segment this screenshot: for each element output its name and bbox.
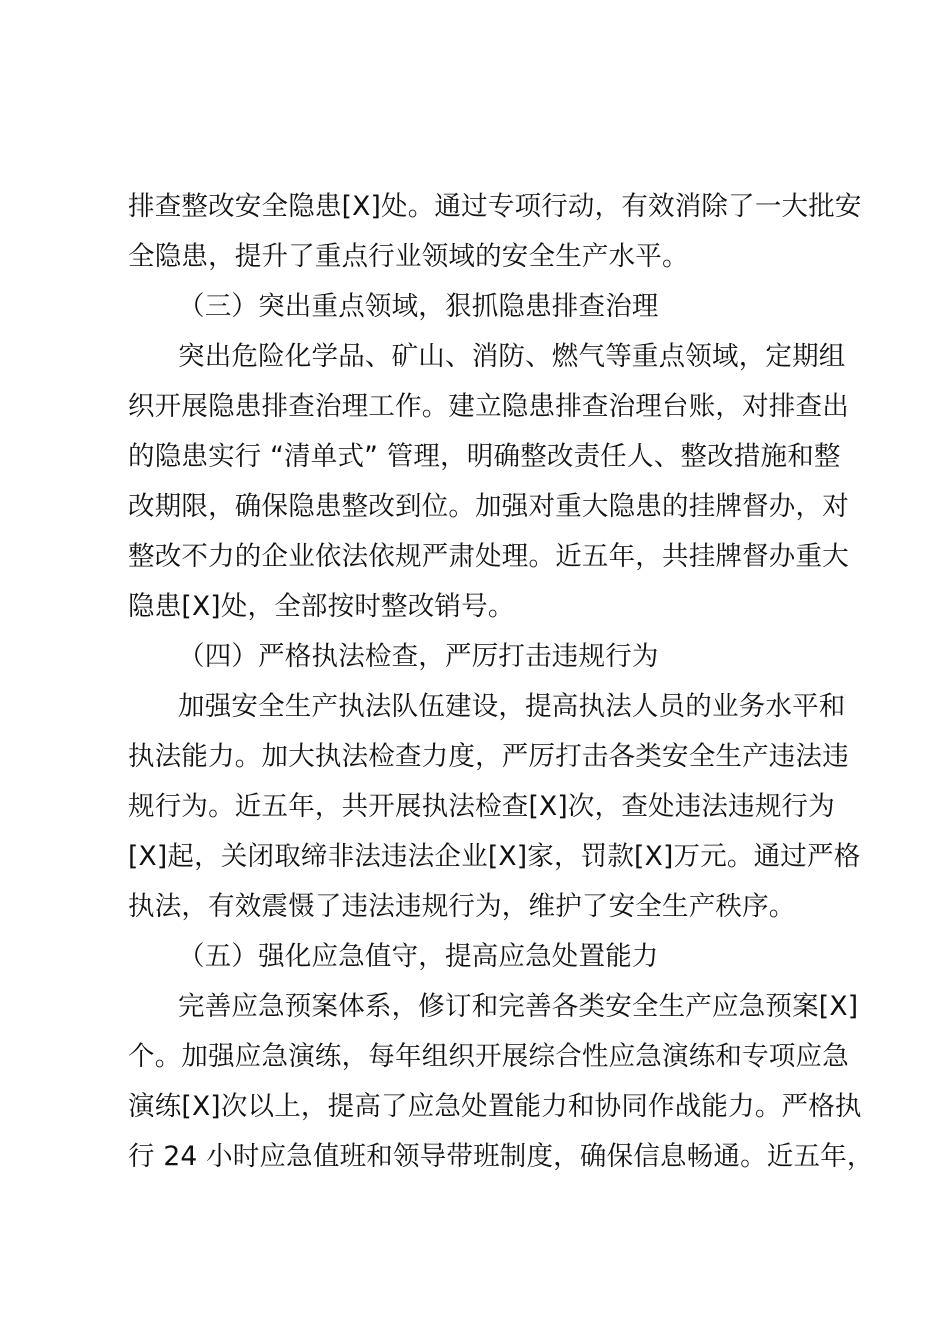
section-heading-5: （五）强化应急值守，提高应急处置能力 bbox=[178, 941, 659, 972]
text-line: 改期限，确保隐患整改到位。加强对重大隐患的挂牌督办，对 bbox=[128, 491, 849, 522]
text-line: 整改不力的企业依法依规严肃处理。近五年，共挂牌督办重大 bbox=[128, 541, 849, 572]
text-line: 加强安全生产执法队伍建设，提高执法人员的业务水平和 bbox=[178, 691, 846, 722]
text-line: 执法，有效震慑了违法违规行为，维护了安全生产秩序。 bbox=[128, 891, 796, 922]
text-line: 规行为。近五年，共开展执法检查[X]次，查处违法违规行为 bbox=[128, 791, 835, 822]
text-line: 的隐患实行 “清单式” 管理，明确整改责任人、整改措施和整 bbox=[128, 441, 841, 472]
section-heading-3: （三）突出重点领域，狠抓隐患排查治理 bbox=[178, 291, 659, 322]
text-line: 突出危险化学品、矿山、消防、燃气等重点领域，定期组 bbox=[178, 341, 846, 372]
section-heading-4: （四）严格执法检查，严厉打击违规行为 bbox=[178, 641, 659, 672]
text-line: 全隐患，提升了重点行业领域的安全生产水平。 bbox=[128, 241, 689, 272]
text-line: [X]起，关闭取缔非法违法企业[X]家，罚款[X]万元。通过严格 bbox=[128, 841, 861, 872]
text-line: 演练[X]次以上，提高了应急处置能力和协同作战能力。严格执 bbox=[128, 1091, 862, 1122]
text-line: 执法能力。加大执法检查力度，严厉打击各类安全生产违法违 bbox=[128, 741, 849, 772]
text-line: 织开展隐患排查治理工作。建立隐患排查治理台账，对排查出 bbox=[128, 391, 849, 422]
text-line: 完善应急预案体系，修订和完善各类安全生产应急预案[X] bbox=[178, 991, 859, 1022]
text-line: 排查整改安全隐患[X]处。通过专项行动，有效消除了一大批安 bbox=[128, 191, 862, 222]
text-line: 个。加强应急演练，每年组织开展综合性应急演练和专项应急 bbox=[128, 1041, 849, 1072]
text-line: 隐患[X]处，全部按时整改销号。 bbox=[128, 591, 515, 622]
text-line: 行 24 小时应急值班和领导带班制度，确保信息畅通。近五年， bbox=[128, 1141, 874, 1172]
